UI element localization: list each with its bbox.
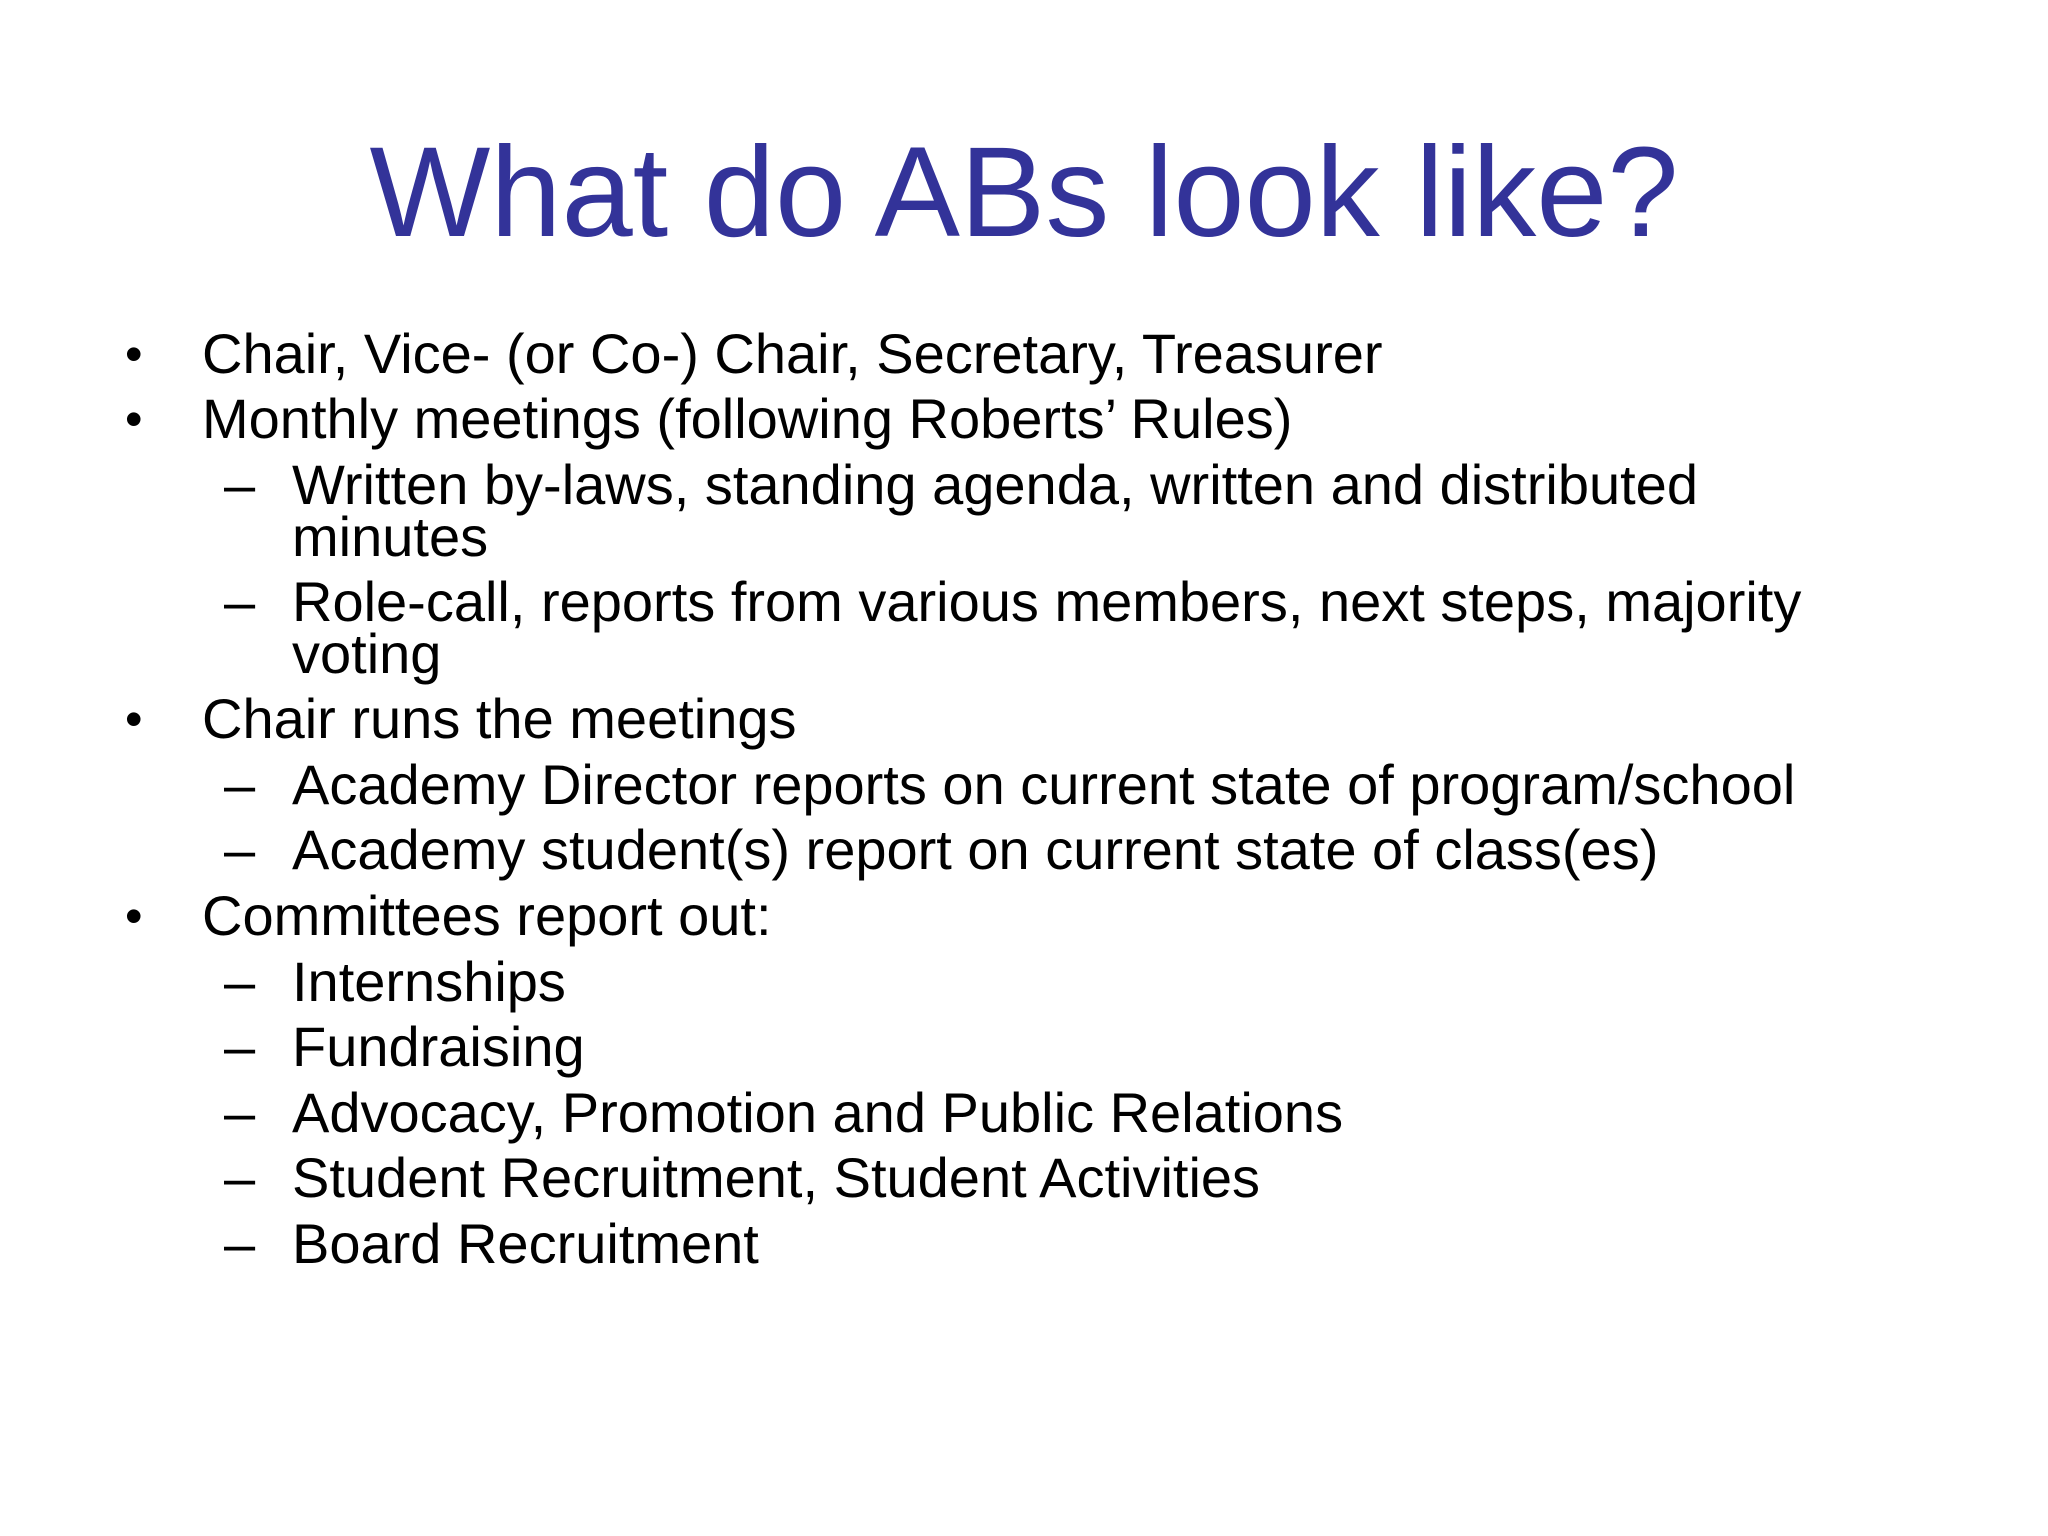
bullet-item-text: Monthly meetings (following Roberts’ Rules) — [202, 387, 1293, 450]
bullet-marker: • — [125, 888, 143, 944]
dash-marker: – — [224, 570, 256, 633]
sub-bullet-item-text: minutes — [292, 505, 489, 568]
slide-title: What do ABs look like? — [369, 121, 1679, 264]
dash-marker: – — [224, 950, 256, 1013]
sub-bullet-item-text: Internships — [292, 950, 566, 1013]
sub-bullet-item-text: Board Recruitment — [292, 1212, 759, 1275]
sub-bullet-item-text: Fundraising — [292, 1015, 585, 1078]
bullet-item-text: Chair, Vice- (or Co-) Chair, Secretary, Treasurer — [202, 322, 1383, 385]
sub-bullet-item-text: Role-call, reports from various members, next steps, majority — [292, 570, 1802, 633]
bullet-item-text: Chair runs the meetings — [202, 687, 797, 750]
sub-bullet-item-text: Student Recruitment, Student Activities — [292, 1146, 1261, 1209]
sub-bullet-item-text: voting — [292, 622, 442, 685]
sub-bullet-item-text: Academy student(s) report on current state of class(es) — [292, 818, 1659, 881]
dash-marker: – — [224, 1212, 256, 1275]
dash-marker: – — [224, 1146, 256, 1209]
dash-marker: – — [224, 818, 256, 881]
dash-marker: – — [224, 753, 256, 816]
sub-bullet-item-text: Academy Director reports on current state of program/school — [292, 753, 1796, 816]
sub-bullet-item-text: Advocacy, Promotion and Public Relations — [292, 1081, 1344, 1144]
bullet-marker: • — [125, 691, 143, 747]
dash-marker: – — [224, 453, 256, 516]
bullet-marker: • — [125, 391, 143, 447]
bullet-item-text: Committees report out: — [202, 884, 772, 947]
dash-marker: – — [224, 1015, 256, 1078]
sub-bullet-item-text: Written by-laws, standing agenda, written and distributed — [292, 453, 1698, 516]
dash-marker: – — [224, 1081, 256, 1144]
bullet-marker: • — [125, 326, 143, 382]
